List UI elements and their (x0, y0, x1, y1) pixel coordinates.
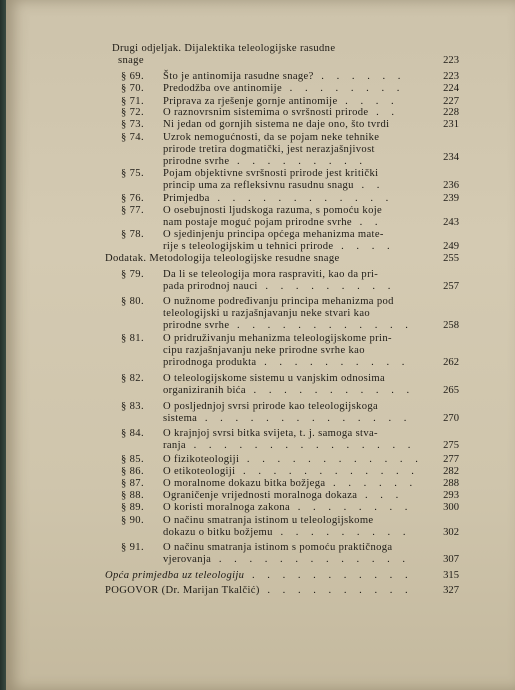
page-number: 307 (443, 554, 459, 565)
entry-title-line: O nužnome podređivanju principa mehanizma pod (163, 296, 394, 307)
page-number: 302 (443, 527, 459, 538)
entry-title-line: teleologijski u razjašnjavanju neke stvari kao (163, 308, 371, 319)
leader-dots: . . (351, 217, 383, 228)
entry-title-line: Da li se teleologija mora raspraviti, kao da pri- (163, 269, 379, 280)
entry-title-line: O etikoteologiji (163, 466, 236, 477)
page-number: 236 (443, 180, 459, 191)
entry-title-line: sistema (163, 413, 198, 424)
leader-dots: . . . . . . . . . . . (245, 385, 415, 396)
section-number: § 89. (121, 502, 144, 513)
entry-title-line: Primjedba (163, 193, 210, 204)
entry-title-line: prirodne svrhe (163, 156, 230, 167)
entry-title-line: Drugi odjeljak. Dijalektika teleologijske rasudne (112, 43, 336, 54)
section-number: § 85. (121, 454, 144, 465)
leader-dots: . . . . . . . . . . (259, 585, 413, 596)
page-number: 282 (443, 466, 459, 477)
page-number: 288 (443, 478, 459, 489)
leader-dots: . . . . . . . . . . . . (229, 320, 413, 331)
entry-title-line: O krajnjoj svrsi bitka svijeta, t. j. samoga stva- (163, 428, 378, 439)
leader-dots: . . . . . . . . . (272, 527, 411, 538)
page-number: 300 (443, 502, 459, 513)
section-number: § 88. (121, 490, 144, 501)
section-number: § 71. (121, 96, 144, 107)
entry-title-line: Uzrok nemogućnosti, da se pojam neke tehnike (163, 132, 380, 143)
leader-dots: . . . . . . . . . . . . . . (197, 413, 412, 424)
page-number: 257 (443, 281, 459, 292)
leader-dots: . . . . . . (325, 478, 418, 489)
entry-title-line: O fizikoteologiji (163, 454, 240, 465)
entry-title-line: prirode tretira dogmatički, jest nerazjašnjivost (163, 144, 375, 155)
section-number: § 80. (121, 296, 144, 307)
entry-title-line: nam postaje moguć pojam prirodne svrhe (163, 217, 352, 228)
entry-title-line: O moralnome dokazu bitka božjega (163, 478, 326, 489)
section-number: § 87. (121, 478, 144, 489)
section-number: § 73. (121, 119, 144, 130)
entry-title-line: prirodne svrhe (163, 320, 230, 331)
section-number: § 76. (121, 193, 144, 204)
page-number: 315 (443, 570, 459, 581)
entry-title-line: O koristi moralnoga zakona (163, 502, 291, 513)
page-number: 265 (443, 385, 459, 396)
leader-dots: . . . . . . . . . . . . (239, 454, 423, 465)
section-number: § 75. (121, 168, 144, 179)
page-number: 231 (443, 119, 459, 130)
entry-title-line: O pridruživanju mehanizma teleologijskome prin- (163, 333, 392, 344)
entry-title-line: Što je antinomija rasudne snage? (163, 71, 314, 82)
entry-title-line: Priprava za rješenje gornje antinomije (163, 96, 338, 107)
section-number: § 90. (121, 515, 144, 526)
entry-title-line: O osebujnosti ljudskoga razuma, s pomoću koje (163, 205, 383, 216)
entry-title-line: Dodatak. Metodologija teleologijske resudne snage (105, 253, 340, 264)
entry-title-line: ranja (163, 440, 186, 451)
section-number: § 81. (121, 333, 144, 344)
entry-title-line: prirodnoga produkta (163, 357, 257, 368)
leader-dots: . . (353, 180, 385, 191)
leader-dots: . . . . . . . . . . . . (235, 466, 419, 477)
page-number: 255 (443, 253, 459, 264)
leader-dots: . . . (357, 490, 404, 501)
entry-title-line: organiziranih bića (163, 385, 246, 396)
page-number: 227 (443, 96, 459, 107)
entry-title-line: O načinu smatranja istinom u teleologijskome (163, 515, 374, 526)
section-number: § 78. (121, 229, 144, 240)
page-number: 270 (443, 413, 459, 424)
page-number: 224 (443, 83, 459, 94)
section-number: § 74. (121, 132, 144, 143)
entry-title-line: cipu razjašnjavanju neke prirodne svrhe kao (163, 345, 365, 356)
entry-title-line: princip uma za refleksivnu rasudnu snagu (163, 180, 354, 191)
section-number: § 82. (121, 373, 144, 384)
page-number: 275 (443, 440, 459, 451)
page-number: 243 (443, 217, 459, 228)
entry-title-line: O teleologijskome sistemu u vanjskim odnosima (163, 373, 386, 384)
entry-title-line: pada prirodnoj nauci (163, 281, 258, 292)
page-number: 239 (443, 193, 459, 204)
section-number: § 86. (121, 466, 144, 477)
page-number: 327 (443, 585, 459, 596)
leader-dots: . . . . (333, 241, 395, 252)
entry-title-line: Predodžba ove antinomije (163, 83, 283, 94)
entry-title-line: Opća primjedba uz teleologiju (105, 570, 245, 581)
leader-dots: . . . . . . . . . . . (244, 570, 413, 581)
leader-dots: . . . . . . . . . . . . . (211, 554, 411, 565)
page-number: 277 (443, 454, 459, 465)
page-number: 262 (443, 357, 459, 368)
entry-title-line: snage (118, 55, 144, 66)
entry-title-line: Ograničenje vrijednosti moralnoga dokaza (163, 490, 358, 501)
leader-dots: . . . . . . . . (290, 502, 413, 513)
entry-title-line: O načinu smatranja istinom s pomoću praktičnoga (163, 542, 393, 553)
leader-dots: . . . . . . . . . (257, 281, 396, 292)
page-number: 258 (443, 320, 459, 331)
leader-dots: . . (368, 107, 400, 118)
page-number: 223 (443, 71, 459, 82)
entry-title-line: O sjedinjenju principa općega mehanizma mate- (163, 229, 384, 240)
section-number: § 91. (121, 542, 144, 553)
section-number: § 77. (121, 205, 144, 216)
section-number: § 72. (121, 107, 144, 118)
page-number: 223 (443, 55, 459, 66)
leader-dots: . . . . . . . . . . (256, 357, 410, 368)
section-number: § 84. (121, 428, 144, 439)
entry-title-line: dokazu o bitku božjemu (163, 527, 273, 538)
section-number: § 83. (121, 401, 144, 412)
page-number: 249 (443, 241, 459, 252)
leader-dots: . . . . . . . . . (229, 156, 368, 167)
leader-dots: . . . . . . . . . . . . . . . (185, 440, 416, 451)
entry-title-line: O posljednjoj svrsi prirode kao teleologijskoga (163, 401, 379, 412)
page-number: 293 (443, 490, 459, 501)
leader-dots: . . . . . . (313, 71, 406, 82)
section-number: § 69. (121, 71, 144, 82)
page-number: 234 (443, 152, 459, 163)
entry-title-line: rije s teleologijskim u tehnici prirode (163, 241, 334, 252)
entry-title-line: vjerovanja (163, 554, 212, 565)
leader-dots: . . . . . . . . . . . . (209, 193, 394, 204)
section-number: § 79. (121, 269, 144, 280)
entry-title-line: Pojam objektivne svršnosti prirode jest kritički (163, 168, 379, 179)
entry-title-line: POGOVOR (Dr. Marijan Tkalčić) (105, 585, 260, 596)
leader-dots: . . . . (337, 96, 399, 107)
page-number: 228 (443, 107, 459, 118)
entry-title-line: O raznovrsnim sistemima o svršnosti prirode (163, 107, 369, 118)
entry-title-line: Ni jedan od gornjih sistema ne daje ono, što tvrdi (163, 119, 390, 130)
section-number: § 70. (121, 83, 144, 94)
leader-dots: . . . . . . . . (282, 83, 405, 94)
